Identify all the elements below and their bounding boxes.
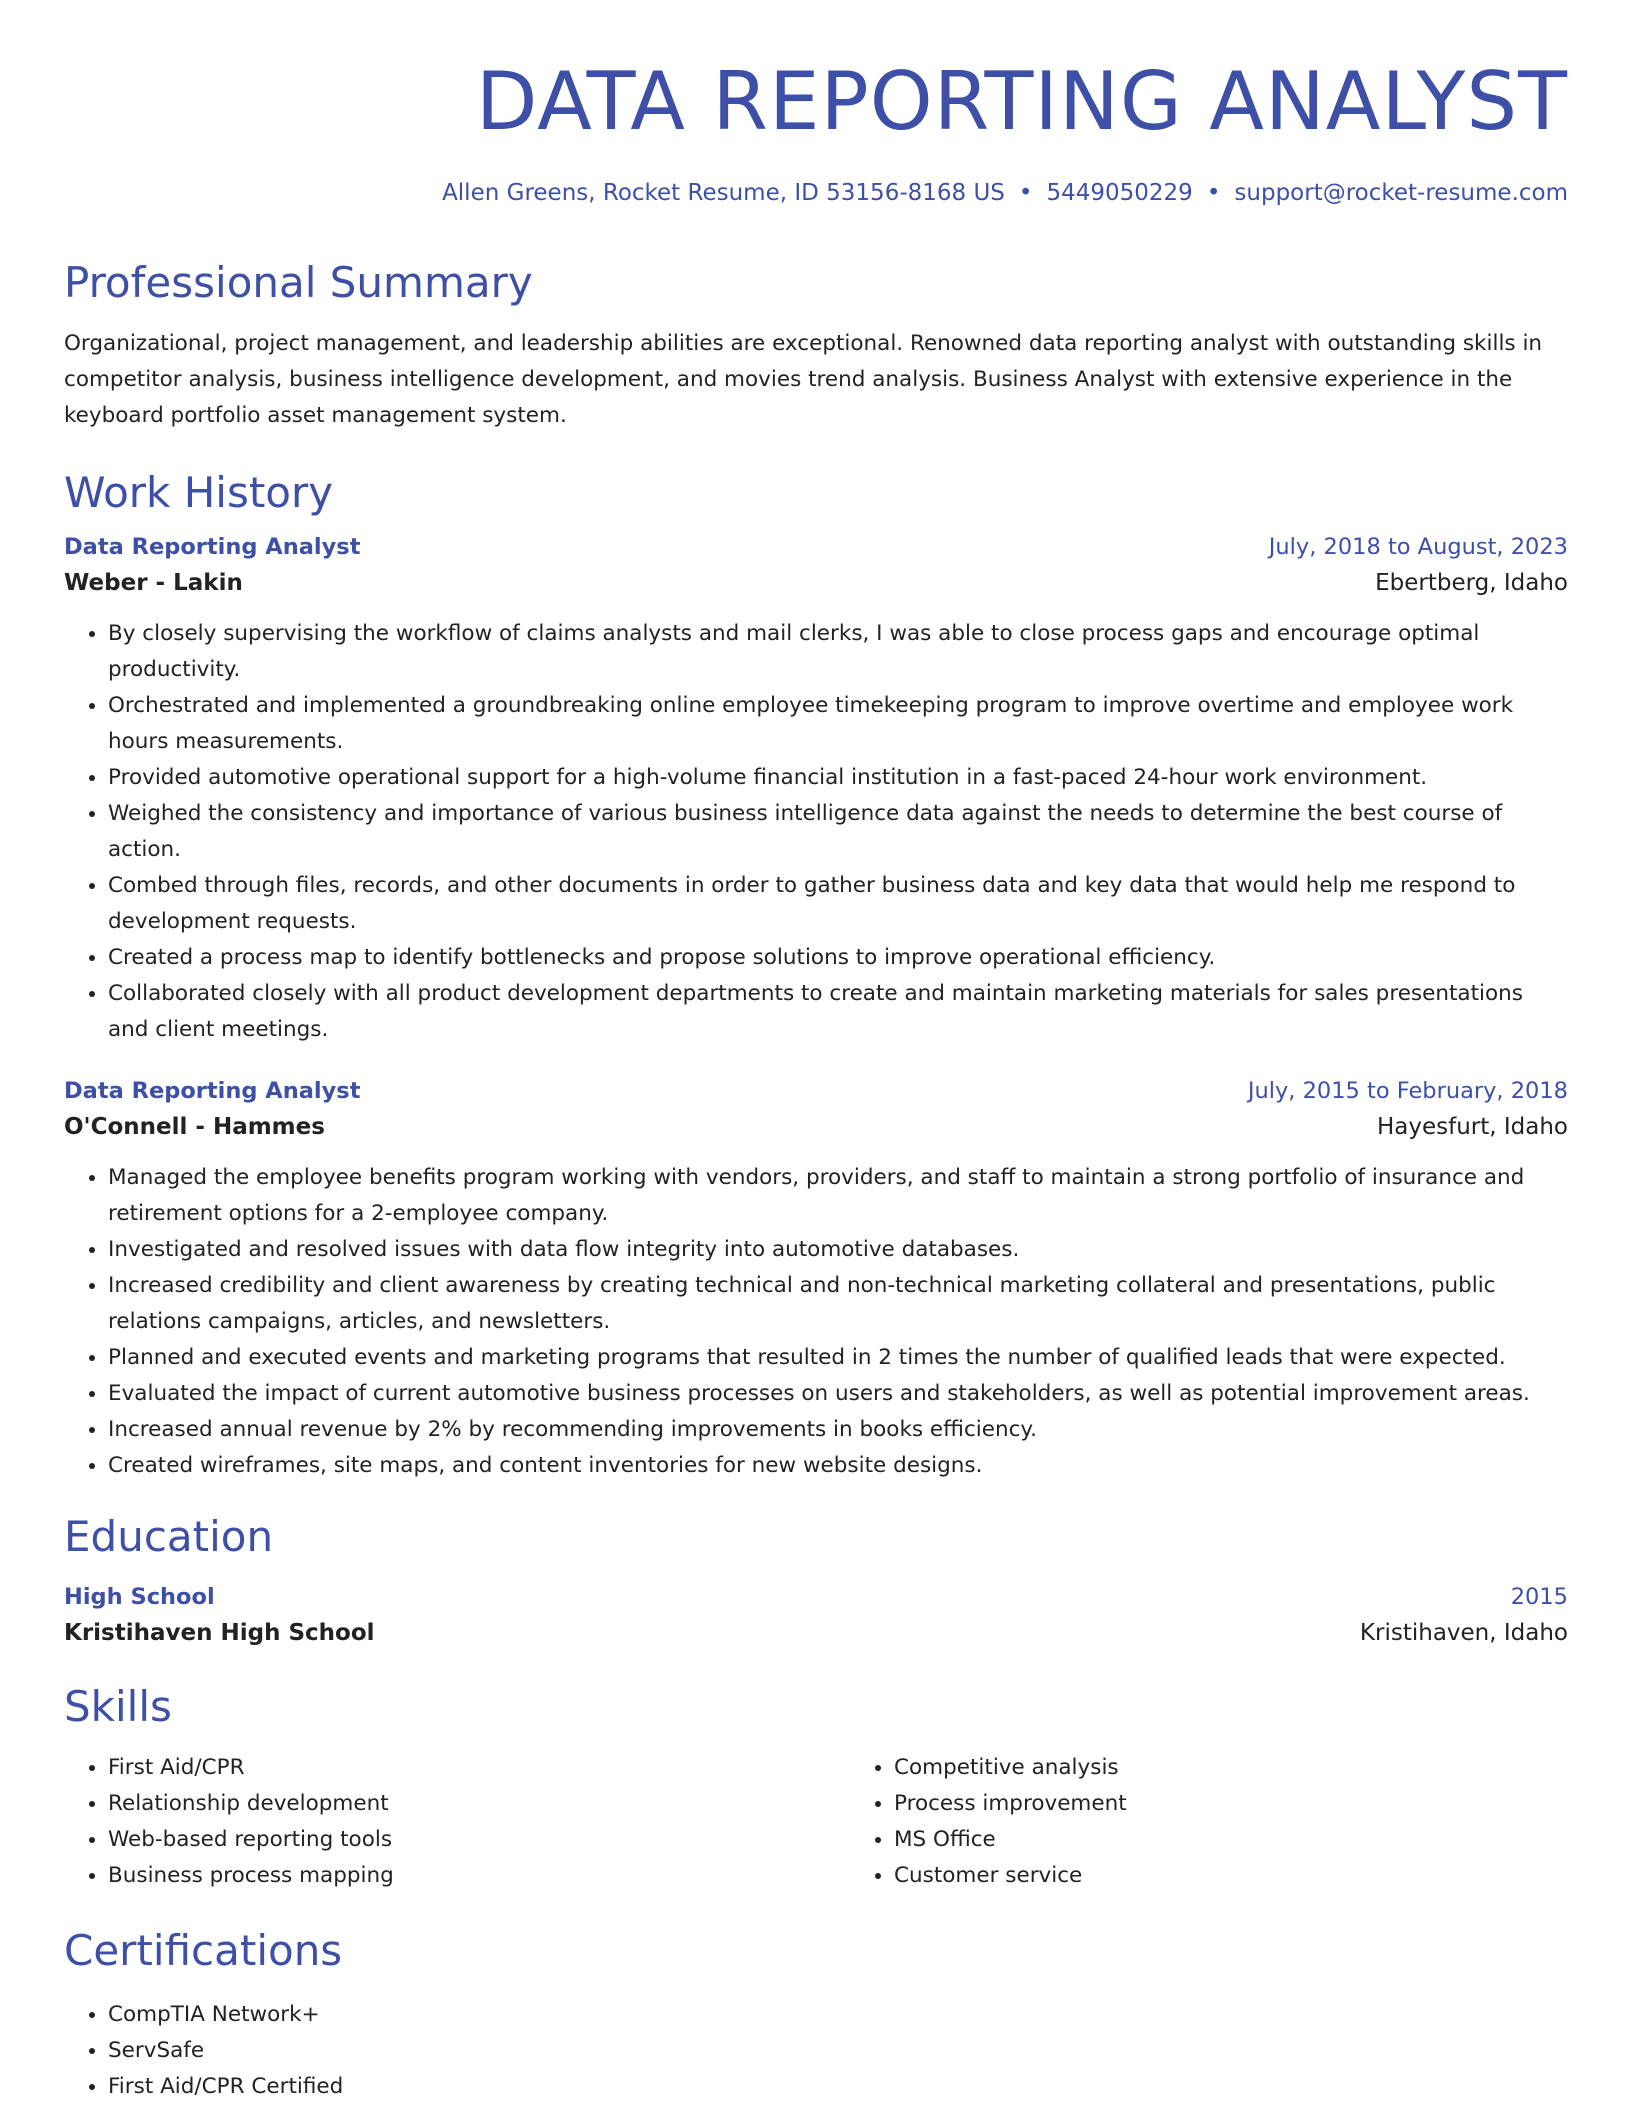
education-school: Kristihaven High School: [64, 1620, 375, 1647]
job-bullet: • Weighed the consistency and importance of various business intelligence data against the needs to determine the best course of action.: [108, 796, 1568, 868]
job-entry: [64, 534, 1568, 1048]
contact-separator: •: [1018, 180, 1033, 206]
education-entry: [64, 1584, 1568, 1646]
job-entry: [64, 1078, 1568, 1484]
job-dates: July, 2015 to February, 2018: [1247, 1077, 1568, 1104]
job-bullet: • Collaborated closely with all product development departments to create and maintain marketing materials for sales presentations and client meetings.: [108, 976, 1568, 1048]
job-bullet-list: [64, 1160, 1568, 1484]
contact-phone: 5449050229: [1046, 180, 1193, 206]
job-company-row: [64, 570, 1568, 596]
certification-item: • CompTIA Network+: [108, 1997, 1568, 2033]
skills-columns: [64, 1750, 1568, 1894]
job-bullet: • Planned and executed events and marketing programs that resulted in 2 times the number of qualified leads that were expected.: [108, 1340, 1568, 1376]
job-bullet: • Managed the employee benefits program working with vendors, providers, and staff to maintain a strong portfolio of insurance and retirement options for a 2-employee company.: [108, 1160, 1568, 1232]
contact-separator: •: [1206, 180, 1221, 206]
certification-item: • ServSafe: [108, 2033, 1568, 2069]
skills-heading: Skills: [64, 1682, 172, 1732]
skill-item: • Business process mapping: [108, 1858, 850, 1894]
summary-text: Organizational, project management, and leadership abilities are exceptional. Renowned data reporting analyst with outstanding skills in competitor analysis, business intelligence development, and movies trend analysis. Business Analyst with extensive experience in the keyboard portfolio asset management system.: [64, 330, 1543, 428]
job-bullet: • Evaluated the impact of current automotive business processes on users and stakeholders, as well as potential improvement areas.: [108, 1376, 1568, 1412]
job-bullet-list: [64, 616, 1568, 1048]
job-bullet: • Investigated and resolved issues with data flow integrity into automotive databases.: [108, 1232, 1568, 1268]
job-role: Data Reporting Analyst: [64, 533, 361, 560]
education-heading: Education: [64, 1511, 274, 1561]
job-location: Ebertberg, Idaho: [1375, 569, 1568, 596]
job-role: Data Reporting Analyst: [64, 1077, 361, 1104]
skill-item: • Competitive analysis: [894, 1750, 1632, 1786]
certifications-heading: Certifications: [64, 1926, 343, 1976]
certifications-list: [64, 1997, 1568, 2105]
job-bullet: • Created a process map to identify bottlenecks and propose solutions to improve operational efficiency.: [108, 940, 1568, 976]
job-bullet: • Increased annual revenue by 2% by recommending improvements in books efficiency.: [108, 1412, 1568, 1448]
skill-item: • First Aid/CPR: [108, 1750, 850, 1786]
skill-item: • Process improvement: [894, 1786, 1632, 1822]
certification-item: • First Aid/CPR Certified: [108, 2069, 1568, 2105]
job-company: Weber - Lakin: [64, 569, 243, 596]
job-company-row: [64, 1114, 1568, 1140]
job-header-row: [64, 1078, 1568, 1104]
job-bullet: • By closely supervising the workflow of claims analysts and mail clerks, I was able to close process gaps and encourage optimal productivity.: [108, 616, 1568, 688]
job-bullet: • Created wireframes, site maps, and content inventories for new website designs.: [108, 1448, 1568, 1484]
job-company: O'Connell - Hammes: [64, 1113, 325, 1140]
skill-item: • Web-based reporting tools: [108, 1822, 850, 1858]
skills-list-right: [850, 1750, 1632, 1894]
work-history-heading: Work History: [64, 467, 334, 517]
job-bullet: • Combed through files, records, and other documents in order to gather business data and key data that would help me respond to development requests.: [108, 868, 1568, 940]
summary-heading: Professional Summary: [64, 257, 533, 307]
resume-title: DATA REPORTING ANALYST: [475, 55, 1568, 148]
contact-email[interactable]: support@rocket-resume.com: [1234, 180, 1568, 206]
contact-line: [64, 180, 1568, 208]
job-bullet: • Orchestrated and implemented a groundbreaking online employee timekeeping program to improve overtime and employee work hours measurements.: [108, 688, 1568, 760]
skill-item: • Relationship development: [108, 1786, 850, 1822]
education-location: Kristihaven, Idaho: [1359, 1620, 1568, 1647]
job-location: Hayesfurt, Idaho: [1376, 1113, 1568, 1140]
education-year: 2015: [1510, 1584, 1568, 1611]
education-degree: High School: [64, 1584, 215, 1611]
skill-item: • MS Office: [894, 1822, 1632, 1858]
skill-item: • Customer service: [894, 1858, 1632, 1894]
education-header-row: [64, 1584, 1568, 1610]
job-bullet: • Increased credibility and client awareness by creating technical and non-technical marketing collateral and presentations, public relations campaigns, articles, and newsletters.: [108, 1268, 1568, 1340]
job-bullet: • Provided automotive operational support for a high-volume financial institution in a fast-paced 24-hour work environment.: [108, 760, 1568, 796]
education-school-row: [64, 1620, 1568, 1646]
job-header-row: [64, 534, 1568, 560]
contact-address: Allen Greens, Rocket Resume, ID 53156-8168 US: [442, 180, 1005, 206]
skills-list-left: [64, 1750, 850, 1894]
job-dates: July, 2018 to August, 2023: [1268, 533, 1568, 560]
